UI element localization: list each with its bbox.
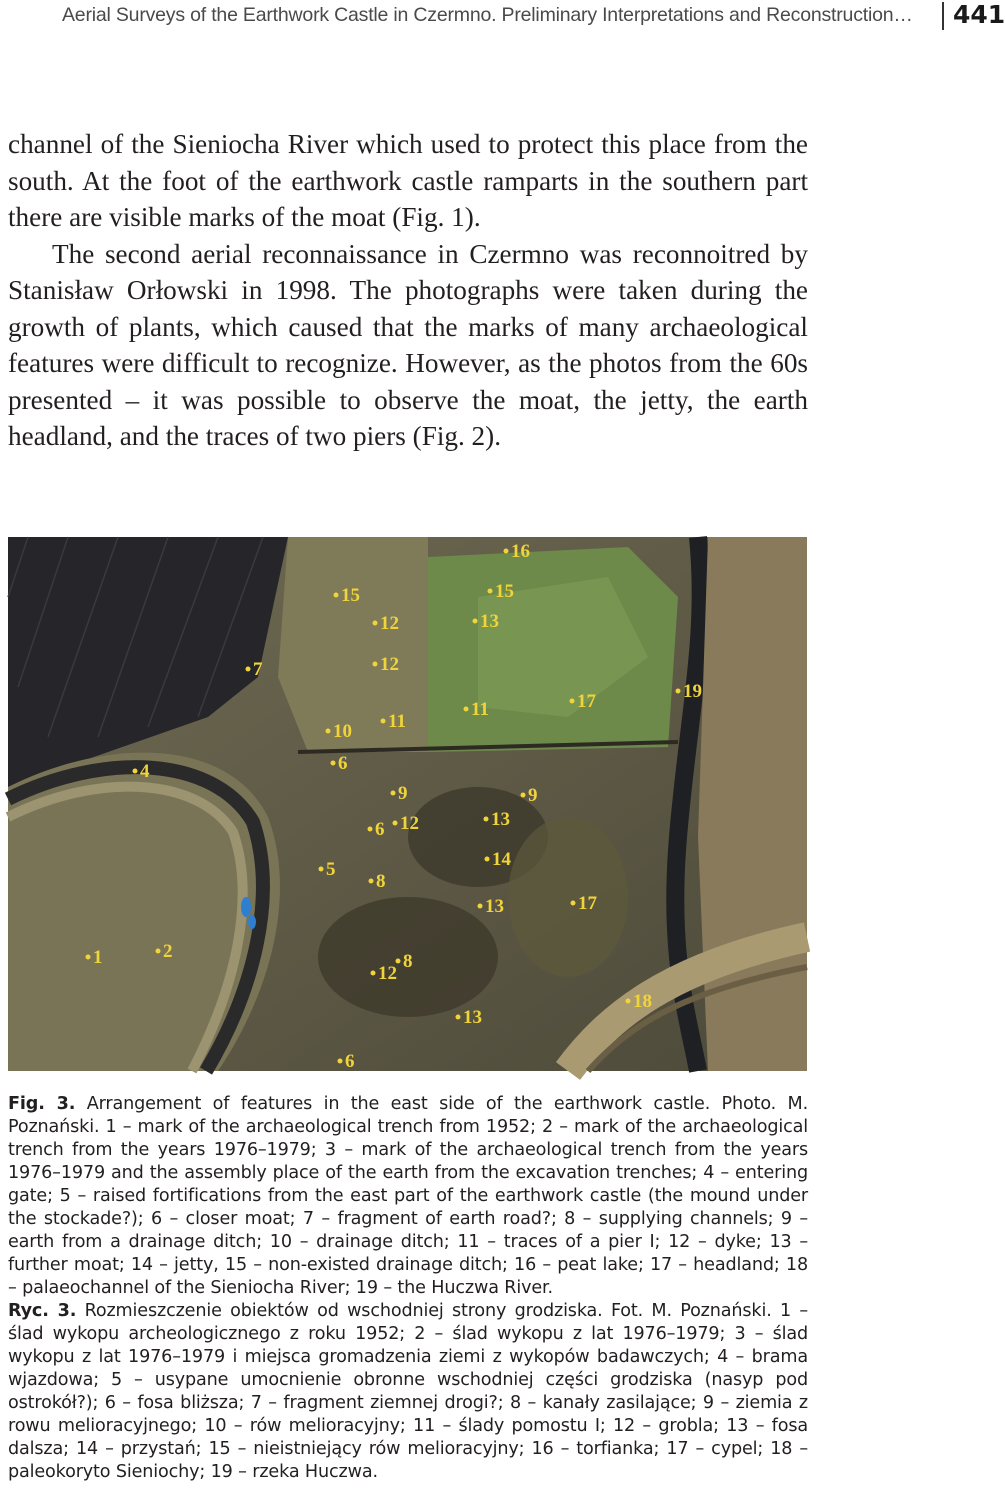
feature-marker-point — [326, 729, 331, 734]
feature-marker-point — [86, 955, 91, 960]
caption-label-en: Fig. 3. — [8, 1094, 76, 1114]
running-header — [62, 0, 1005, 30]
feature-marker-label: 13 — [480, 611, 499, 632]
paragraph: channel of the Sieniocha River which used to protect this place from the south. At the foot of the earthwork castle ramparts in the southern part there are visible marks of the moat (Fig. 1). — [8, 129, 808, 232]
running-title: Aerial Surveys of the Earthwork Castle in Czermno. Preliminary Interpretations and Reconstruction… — [62, 4, 913, 26]
feature-marker-point — [464, 707, 469, 712]
feature-marker-point — [488, 589, 493, 594]
feature-marker-label: 13 — [491, 809, 510, 830]
caption-text-pl: Rozmieszczenie obiektów od wschodniej strony grodziska. Fot. M. Poznański. 1 – ślad wykopu archeologicznego z roku 1952; 2 – ślad wykopu z lat 1976–1979; 3 – ślad wykopu z lat 1976–1979 i miejsca gromadzenia ziemi z wykopów badawczych; 4 – brama wjazdowa; 5 – usypane umocnienie obronne wschodniej części grodziska (nasyp pod ostrokół?); 6 – fosa bliższa; 7 – fragment ziemnej drogi?; 8 – kanały zasilające; 9 – ziemia z rowu melioracyjnego; 10 – rów melioracyjny; 11 – ślady pomostu I; 12 – grobla; 13 – fosa dalsza; 14 – przystań; 15 – nieistniejący rów melioracyjny; 16 – torfianka; 17 – cypel; 18 – paleokoryto Sieniochy; 19 – rzeka Huczwa. — [8, 1301, 808, 1482]
feature-marker-label: 7 — [253, 659, 263, 680]
feature-marker-label: 12 — [400, 813, 419, 834]
feature-marker-point — [246, 667, 251, 672]
feature-marker-label: 6 — [338, 753, 348, 774]
feature-marker-label: 11 — [388, 711, 406, 732]
caption-english — [8, 1093, 808, 1300]
feature-marker-label: 15 — [495, 581, 514, 602]
feature-marker-point — [334, 593, 339, 598]
body-text — [8, 126, 808, 455]
feature-marker-point — [373, 662, 378, 667]
feature-marker-label: 5 — [326, 859, 336, 880]
feature-marker-point — [331, 761, 336, 766]
feature-marker-label: 1 — [93, 947, 103, 968]
feature-marker-point — [484, 817, 489, 822]
caption-text-en: Arrangement of features in the east side of the earthwork castle. Photo. M. Poznański. 1 – mark of the archaeological trench from 1952; 2 – mark of the archaeological trench from the years 1976–1979; 3 – mark of the archaeological trench from the years 1976–1979 and the assembly place of the earth from the excavation trenches; 4 – entering gate; 5 – raised fortifications from the east part of the earthwork castle (the mound under the stockade?); 6 – closer moat; 7 – fragment of earth road?; 8 – supplying channels; 9 – earth from a drainage ditch; 10 – drainage ditch; 11 – traces of a pier I; 12 – dyke; 13 – further moat; 14 – jetty, 15 – non-existed drainage ditch; 16 – peat lake; 17 – headland; 18 – palaeochannel of the Sieniocha River; 19 – the Huczwa River. — [8, 1094, 809, 1298]
feature-marker-label: 8 — [376, 871, 386, 892]
feature-marker-label: 12 — [380, 613, 399, 634]
feature-marker-point — [393, 821, 398, 826]
feature-marker-point — [156, 949, 161, 954]
feature-marker-label: 11 — [471, 699, 489, 720]
feature-marker-point — [485, 857, 490, 862]
feature-marker-point — [456, 1015, 461, 1020]
feature-marker-point — [478, 904, 483, 909]
feature-marker-point — [521, 793, 526, 798]
caption-label-pl: Ryc. 3. — [8, 1301, 77, 1321]
feature-marker-point — [473, 619, 478, 624]
feature-marker-label: 6 — [345, 1051, 355, 1072]
feature-marker-label: 16 — [511, 541, 530, 562]
feature-marker-label: 14 — [492, 849, 511, 870]
feature-marker-label: 9 — [528, 785, 538, 806]
feature-marker-point — [570, 699, 575, 704]
feature-marker-point — [368, 827, 373, 832]
feature-marker-point — [319, 867, 324, 872]
aerial-photograph — [8, 537, 807, 1071]
feature-marker-point — [373, 621, 378, 626]
feature-marker-label: 10 — [333, 721, 352, 742]
feature-marker-point — [676, 689, 681, 694]
feature-marker-label: 19 — [683, 681, 702, 702]
feature-marker-label: 6 — [375, 819, 385, 840]
feature-marker-point — [626, 999, 631, 1004]
feature-marker-point — [133, 769, 138, 774]
feature-marker-label: 4 — [140, 761, 150, 782]
header-divider — [942, 2, 944, 30]
feature-marker-label: 2 — [163, 941, 173, 962]
feature-marker-point — [571, 901, 576, 906]
paragraph: The second aerial reconnaissance in Czermno was reconnoitred by Stanisław Orłowski in 1998. The photographs were taken during the growth of plants, which caused that the marks of many archaeological features were difficult to recognize. However, as the photos from the 60s presented – it was possible to observe the moat, the jetty, the earth headland, and the traces of two piers (Fig. 2). — [8, 238, 808, 451]
feature-marker-point — [371, 971, 376, 976]
feature-marker-label: 18 — [633, 991, 652, 1012]
feature-marker-point — [381, 719, 386, 724]
feature-marker-label: 13 — [485, 896, 504, 917]
feature-marker-label: 9 — [398, 783, 408, 804]
feature-marker-point — [369, 879, 374, 884]
caption-polish — [8, 1300, 808, 1484]
figure-caption — [8, 1093, 808, 1484]
feature-marker-label: 17 — [577, 691, 596, 712]
feature-marker-label: 13 — [463, 1007, 482, 1028]
feature-marker-label: 12 — [380, 654, 399, 675]
page-number: 441 — [953, 0, 1005, 29]
feature-marker-point — [391, 791, 396, 796]
feature-marker-label: 8 — [403, 951, 413, 972]
feature-marker-point — [504, 549, 509, 554]
feature-marker-point — [338, 1059, 343, 1064]
feature-marker-label: 15 — [341, 585, 360, 606]
feature-marker-label: 17 — [578, 893, 597, 914]
feature-marker-label: 12 — [378, 963, 397, 984]
